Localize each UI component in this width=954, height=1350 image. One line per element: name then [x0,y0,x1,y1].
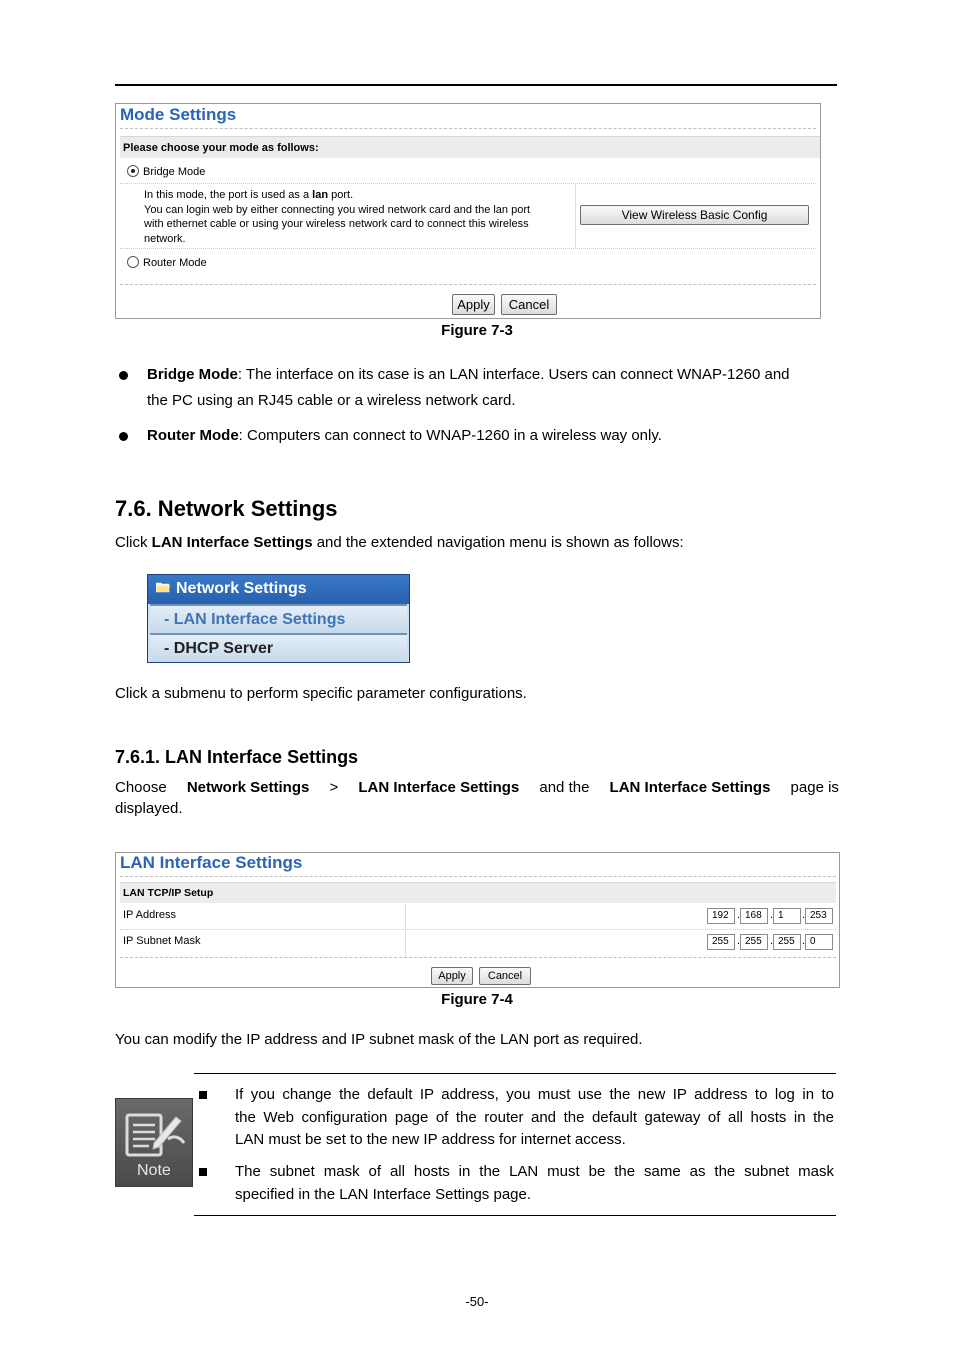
menu-item-label: - LAN Interface Settings [164,611,346,628]
note-bullet-icon [199,1091,207,1099]
note-line: If you change the default IP address, you must use the new IP address to log in to [235,1086,834,1103]
text: page is [790,779,839,796]
bridge-desc-line: You can login web by either connecting you wired network card and the lan port [144,203,531,216]
ip-address-label: IP Address [123,909,176,921]
apply-button[interactable]: Apply [452,294,495,315]
subnet-mask-label: IP Subnet Mask [123,935,201,947]
router-mode-label: Router Mode [143,257,207,269]
header-rule [115,84,837,86]
text-bold: Network Settings [186,779,310,796]
divider [120,876,836,877]
modify-text: You can modify the IP address and IP subnet mask of the LAN port as required. [115,1031,643,1048]
note-line: The subnet mask of all hosts in the LAN must be the same as the subnet mask [235,1163,834,1180]
bridge-description [144,188,574,246]
mask-octet-2[interactable]: 255 [740,934,768,950]
cancel-button[interactable]: Cancel [479,967,531,985]
section-intro [115,530,684,556]
menu-header[interactable] [148,575,409,604]
section-label: LAN TCP/IP Setup [123,887,214,899]
prompt-bar [120,136,820,158]
displayed-text: displayed. [115,800,183,817]
bridge-desc-prefix: In this mode, the port is used as a [144,189,313,201]
mask-octet-3[interactable]: 255 [773,934,801,950]
bullet-text: : The interface on its case is an LAN interface. Users can connect WNAP-1260 and [237,366,790,383]
bridge-mode-radio[interactable] [127,165,139,177]
text: Choose [115,779,167,796]
divider [120,957,836,958]
text-bold: LAN Interface Settings [609,779,771,796]
lan-interface-title: LAN Interface Settings [120,853,303,872]
bullet-icon [119,432,128,441]
note-badge [115,1098,193,1187]
mask-dot: . [770,935,774,947]
lan-interface-panel [115,852,840,988]
figure-caption: Figure 7-4 [441,991,513,1008]
ip-octet-3[interactable]: 1 [773,908,801,924]
mask-octet-4[interactable]: 0 [805,934,833,950]
mode-settings-panel [115,103,821,319]
bridge-desc-suffix: port. [328,189,354,201]
divider [120,248,816,249]
note-line: the Web configuration page of the router and the default gateway of all hosts in the [235,1108,834,1126]
divider [120,284,816,285]
bullet-text: : Computers can connect to WNAP-1260 in a wireless way only. [238,427,662,444]
subsection-heading: 7.6.1. LAN Interface Settings [115,747,359,767]
mask-dot: . [737,935,741,947]
bridge-mode-bullet [147,362,847,414]
menu-item-label: - DHCP Server [164,640,274,657]
intro-text: and the extended navigation menu is shown as follows: [312,534,684,551]
ip-dot: . [802,909,806,921]
note-line: LAN must be set to the new IP address for internet access. [235,1131,626,1148]
cancel-button[interactable]: Cancel [501,294,557,315]
page-number: -50- [465,1294,489,1309]
ip-octet-2[interactable]: 168 [740,908,768,924]
bullet-term: Router Mode [147,427,239,444]
router-mode-bullet [147,423,847,449]
mask-dot: . [802,935,806,947]
menu-item-dhcp-server[interactable] [150,633,407,662]
intro-text: Click [115,534,152,551]
bullet-term: Bridge Mode [147,366,238,383]
mask-octet-1[interactable]: 255 [707,934,735,950]
mode-settings-title: Mode Settings [120,105,237,124]
note-line: specified in the LAN Interface Settings page. [235,1185,532,1203]
note-label: Note [137,1162,171,1179]
menu-header-label: Network Settings [176,580,307,597]
divider [120,183,816,184]
section-heading: 7.6. Network Settings [115,496,338,521]
ip-octet-4[interactable]: 253 [805,908,833,924]
bullet-text: the PC using an RJ45 cable or a wireless network card. [147,392,516,409]
column-divider [405,904,406,957]
text-bold: LAN Interface Settings [358,779,520,796]
note-bullet-icon [199,1168,207,1176]
text: > [329,779,339,796]
text: and the [539,779,590,796]
note-item-1 [235,1084,834,1152]
prompt-text: Please choose your mode as follows: [123,142,319,154]
ip-dot: . [737,909,741,921]
choose-line [115,775,839,801]
bridge-desc-bold: lan [312,189,329,201]
bullet-icon [119,371,128,380]
folder-icon [156,581,170,593]
ip-dot: . [770,909,774,921]
view-wireless-config-button[interactable]: View Wireless Basic Config [580,205,809,225]
bridge-mode-label: Bridge Mode [143,166,206,178]
bridge-desc-line: network. [144,232,186,245]
router-mode-radio[interactable] [127,256,139,268]
note-top-rule [194,1073,836,1074]
section-bar [120,882,836,903]
apply-button[interactable]: Apply [431,967,473,985]
network-settings-menu [147,574,410,663]
note-bottom-rule [194,1215,836,1216]
submenu-text: Click a submenu to perform specific parameter configurations. [115,685,527,702]
menu-item-lan-interface[interactable] [150,604,407,633]
intro-bold: LAN Interface Settings [151,534,313,551]
divider [120,929,836,930]
note-item-2 [235,1161,834,1206]
bridge-desc-line: with ethernet cable or using your wireless network card to connect this wireless [144,218,529,230]
column-divider [575,184,576,248]
figure-caption: Figure 7-3 [441,322,513,339]
ip-octet-1[interactable]: 192 [707,908,735,924]
note-pad-icon [124,1109,186,1159]
divider [120,128,816,129]
